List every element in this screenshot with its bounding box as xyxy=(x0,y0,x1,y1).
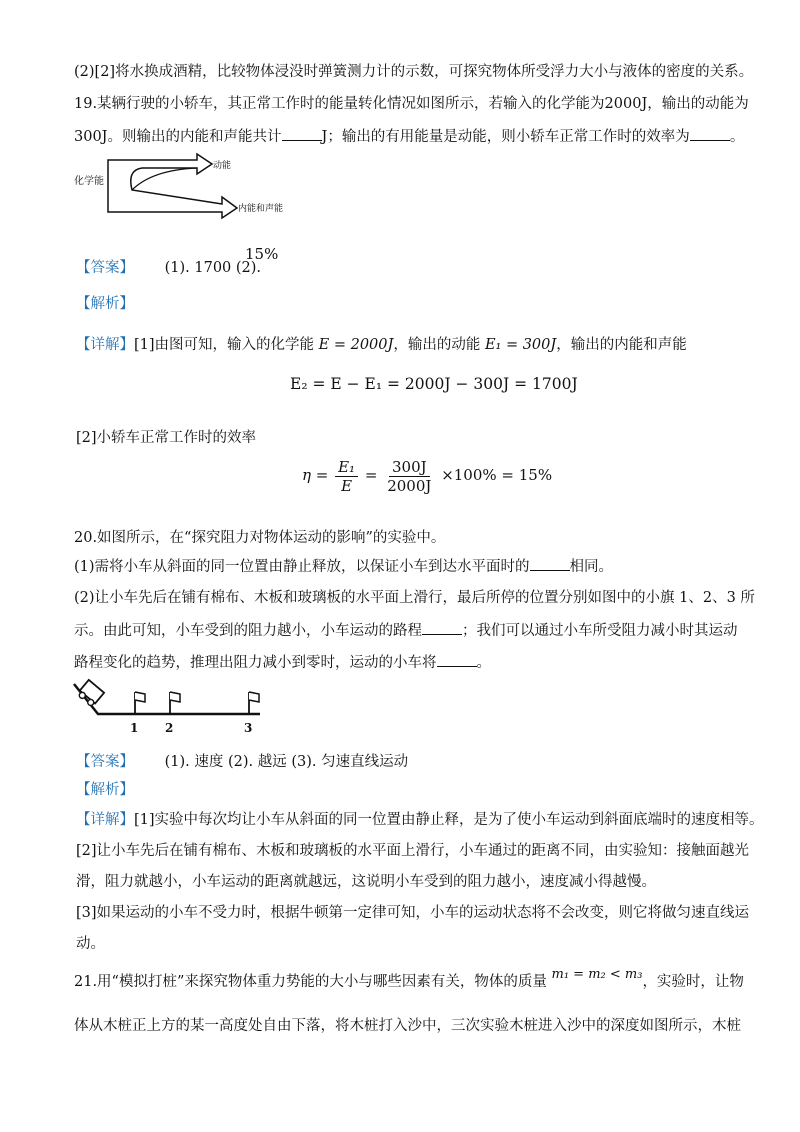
flag-label-1: 1 xyxy=(130,721,139,735)
equation: E = 2000J xyxy=(318,337,394,353)
text: 示。由此可知，小车受到的阻力越小，小车运动的路程 xyxy=(74,623,422,639)
answer-19-percent: 15% xyxy=(245,245,279,263)
ramp xyxy=(74,684,260,714)
question-20-line-1: 20.如图所示，在“探究阻力对物体运动的影响”的实验中。 xyxy=(74,530,446,546)
eq-part: ×100% = 15% xyxy=(441,466,553,484)
answer-20 xyxy=(76,752,408,772)
text: 相同。 xyxy=(569,559,614,575)
detail-tag: 【详解】 xyxy=(76,812,134,828)
question-21-line-1 xyxy=(74,967,744,993)
energy-flow-diagram xyxy=(72,150,292,225)
detail-20-line-1 xyxy=(76,810,764,830)
answer-text: (1). 速度 (2). 越远 (3). 匀速直线运动 xyxy=(164,754,409,770)
text: 300J。则输出的内能和声能共计 xyxy=(74,129,282,145)
answer-blank xyxy=(437,652,477,667)
answer-blank xyxy=(422,620,462,635)
answer-tag: 【答案】 xyxy=(76,260,134,276)
detail-20-line-3: 滑，阻力就越小，小车运动的距离就越远，这说明小车受到的阻力越小，速度减小得越慢。 xyxy=(76,874,656,890)
answer-text: (1). 1700 (2). xyxy=(164,260,262,276)
text: J；输出的有用能量是动能，则小轿车正常工作时的效率为 xyxy=(321,129,690,145)
answer-19 xyxy=(76,258,261,278)
text: (1)需将小车从斜面的同一位置由静止释放，以保证小车到达水平面时的 xyxy=(74,559,530,575)
mass-relation: m₁ = m₂ < m₃ xyxy=(551,967,643,982)
numerator: 300J xyxy=(389,458,430,477)
text: [1]由图可知，输入的化学能 xyxy=(134,337,315,353)
denominator: 2000J xyxy=(387,476,432,495)
equation: E₁ = 300J xyxy=(484,337,557,353)
text-line: (2)[2]将水换成酒精，比较物体浸没时弹簧测力计的示数，可探究物体所受浮力大小与液体的密度的关系。 xyxy=(74,64,754,80)
text: 路程变化的趋势，推理出阻力减小到零时，运动的小车将 xyxy=(74,655,437,671)
detail-20-line-2: [2]让小车先后在铺有棉布、木板和玻璃板的水平面上滑行，小车通过的距离不同，由实验知：接触面越光 xyxy=(76,843,750,859)
flag-label-2: 2 xyxy=(165,721,174,735)
fraction xyxy=(384,458,434,495)
text: 。 xyxy=(729,129,745,145)
text: ；我们可以通过小车所受阻力减小时其运动 xyxy=(462,623,738,639)
label-chemical-energy: 化学能 xyxy=(74,176,104,187)
fraction xyxy=(335,458,358,495)
text: ，输出的内能和声能 xyxy=(556,337,687,353)
detail-20-line-5: 动。 xyxy=(76,936,105,952)
text: ，实验时，让物 xyxy=(642,974,744,990)
diagram-split xyxy=(132,168,197,190)
eq-part: η = xyxy=(302,466,329,484)
cart xyxy=(77,680,105,707)
text: 。 xyxy=(476,655,491,671)
detail-tag: 【详解】 xyxy=(76,337,134,353)
question-20-line-3: (2)让小车先后在铺有棉布、木板和玻璃板的水平面上滑行，最后所停的位置分别如图中的小旗 1、2、3 所 xyxy=(74,590,755,606)
question-19-line-2 xyxy=(74,126,744,147)
text: 21.用“模拟打桩”来探究物体重力势能的大小与哪些因素有关，物体的质量 xyxy=(74,974,547,990)
question-20-line-2 xyxy=(74,556,613,577)
question-21-line-2: 体从木桩正上方的某一高度处自由下落，将木桩打入沙中，三次实验木桩进入沙中的深度如图所示，木桩 xyxy=(74,1018,741,1034)
flag-1 xyxy=(135,692,145,714)
label-kinetic-energy: 动能 xyxy=(213,161,232,171)
detail-19-line-2: [2]小轿车正常工作时的效率 xyxy=(76,430,257,446)
equation-e2: E₂ = E − E₁ = 2000J − 300J = 1700J xyxy=(290,375,578,393)
question-20-line-5 xyxy=(74,652,491,673)
numerator: E₁ xyxy=(335,458,358,477)
answer-blank xyxy=(530,556,570,571)
flag-2 xyxy=(170,692,180,714)
text: ，输出的动能 xyxy=(393,337,481,353)
ramp-flags-diagram xyxy=(72,678,272,740)
equation-efficiency xyxy=(302,456,552,495)
text: [1]实验中每次均让小车从斜面的同一位置由静止释，是为了使小车运动到斜面底端时的速度相等。 xyxy=(134,812,764,828)
answer-blank xyxy=(282,126,322,141)
question-20-line-4 xyxy=(74,620,738,641)
detail-19-line-1 xyxy=(76,335,687,355)
label-internal-sound-energy: 内能和声能 xyxy=(238,204,284,214)
flag-label-3: 3 xyxy=(244,721,253,735)
answer-blank xyxy=(690,126,730,141)
analysis-tag: 【解析】 xyxy=(76,782,134,798)
eq-part: = xyxy=(364,466,378,484)
analysis-tag: 【解析】 xyxy=(76,296,134,312)
detail-20-line-4: [3]如果运动的小车不受力时，根据牛顿第一定律可知，小车的运动状态将不会改变，则它将做匀速直线运 xyxy=(76,905,750,921)
denominator: E xyxy=(341,476,353,495)
answer-tag: 【答案】 xyxy=(76,754,134,770)
flag-3 xyxy=(249,692,259,714)
question-19-line-1: 19.某辆行驶的小轿车，其正常工作时的能量转化情况如图所示，若输入的化学能为2000J，输出的动能为 xyxy=(74,96,749,112)
